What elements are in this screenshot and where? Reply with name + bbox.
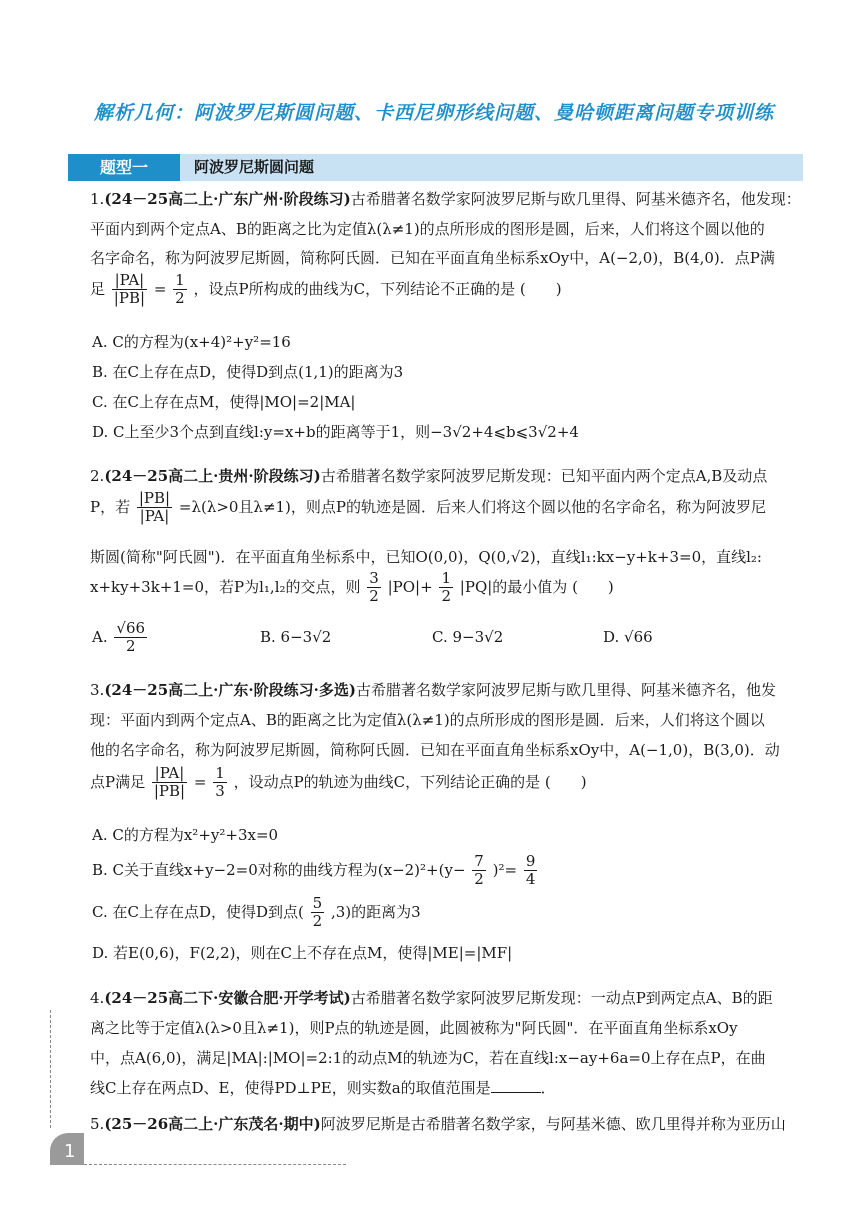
q3-option-b-fraction-1 xyxy=(472,853,486,889)
q3-number: 3. xyxy=(90,681,105,699)
q3-option-c-fraction xyxy=(311,895,325,931)
q3-option-b-f1-denominator: 2 xyxy=(474,870,484,889)
q1-option-b: B. 在C上存在点D，使得D到点(1,1)的距离为3 xyxy=(92,363,404,381)
q3-line-3: 他的名字命名，称为阿波罗尼斯圆，简称阿氏圆．已知在平面直角坐标系xOy中，A(−1,0)，B(3,0)．动 xyxy=(90,741,780,759)
q1-fraction-2 xyxy=(173,272,187,308)
q2-frac1-denominator: |PA| xyxy=(139,507,170,526)
q3-equals: = xyxy=(193,772,207,791)
q3-option-b-text-a: B. C关于直线x+y−2=0对称的曲线方程为(x−2)²+(y− xyxy=(92,860,466,879)
q3-frac1-numerator: |PA| xyxy=(152,765,187,783)
q3-frac1-denominator: |PB| xyxy=(153,782,186,801)
q1-frac2-numerator: 1 xyxy=(175,271,185,289)
q2-option-a-fraction xyxy=(114,620,147,656)
q3-option-c-numerator: 5 xyxy=(312,894,323,912)
q1-line-1 xyxy=(90,188,801,209)
answer-blank[interactable] xyxy=(491,1078,541,1093)
q1-frac2-denominator: 2 xyxy=(175,289,185,308)
q2-option-a-label: A. xyxy=(92,627,108,646)
q3-fraction-2 xyxy=(213,765,227,801)
margin-dashed-line xyxy=(50,1010,51,1128)
q1-option-c: C. 在C上存在点M，使得|MO|=2|MA| xyxy=(92,393,356,411)
q2-frac3-denominator: 2 xyxy=(441,587,452,606)
q1-text-4b: ，设点P所构成的曲线为C，下列结论不正确的是 ( ) xyxy=(193,279,562,298)
q3-option-b-fraction-2 xyxy=(524,853,538,889)
q2-text-2b: =λ(λ>0且λ≠1)，则点P的轨迹是圆．后来人们将这个圆以他的名字命名，称为阿波罗尼 xyxy=(178,497,767,516)
q3-option-c-text-b: ,3)的距离为3 xyxy=(330,902,421,921)
q3-option-b-text-b: )²= xyxy=(492,860,518,879)
q2-line-1 xyxy=(90,465,767,486)
q1-line-4 xyxy=(90,272,562,308)
q3-line-1 xyxy=(90,679,776,700)
q2-text-4b: |PO|+ xyxy=(387,577,433,596)
q2-frac2-denominator: 2 xyxy=(369,587,379,606)
q5-source: (25－26高二上·广东茂名·期中) xyxy=(104,1115,321,1133)
q2-option-b: B. 6−3√2 xyxy=(260,628,332,646)
q3-line-4 xyxy=(90,765,587,801)
q3-line-2: 现：平面内到两个定点A、B的距离之比为定值λ(λ≠1)的点所形成的图形是圆．后来，人们将这个圆以 xyxy=(90,711,765,729)
q2-fraction-2 xyxy=(367,570,381,606)
q3-option-c xyxy=(92,895,421,931)
q2-text-4c: |PQ|的最小值为 ( ) xyxy=(459,577,614,596)
q2-line-2 xyxy=(90,490,766,526)
q2-frac2-numerator: 3 xyxy=(369,569,379,587)
q1-source: (24－25高二上·广东广州·阶段练习) xyxy=(104,190,351,208)
q3-option-d: D. 若E(0,6)，F(2,2)，则在C上不存在点M，使得|ME|=|MF| xyxy=(92,944,513,962)
q4-source: (24－25高二下·安徽合肥·开学考试) xyxy=(104,989,351,1007)
q3-fraction-1 xyxy=(152,765,187,801)
q2-text-2a: P，若 xyxy=(90,497,131,516)
q2-option-d: D. √66 xyxy=(603,628,653,646)
q4-line-1 xyxy=(90,987,773,1008)
q1-fraction-1 xyxy=(112,272,147,308)
q3-text-4b: ，设动点P的轨迹为曲线C，下列结论正确的是 ( ) xyxy=(233,772,587,791)
q4-line-3: 中，点A(6,0)，满足|MA|:|MO|=2:1的动点M的轨迹为C，若在直线l:x−ay+6a=0上存在点P，在曲 xyxy=(90,1049,766,1067)
q3-option-b-f2-denominator: 4 xyxy=(525,870,536,889)
page-title: 解析几何：阿波罗尼斯圆问题、卡西尼卵形线问题、曼哈顿距离问题专项训练 xyxy=(93,102,774,124)
q4-text-1: 古希腊著名数学家阿波罗尼斯发现：一动点P到两定点A、B的距 xyxy=(350,989,773,1007)
q2-frac1-numerator: |PB| xyxy=(138,489,171,507)
q3-text-1: 古希腊著名数学家阿波罗尼斯与欧几里得、阿基米德齐名，他发 xyxy=(355,681,776,699)
q2-fraction-3 xyxy=(439,570,453,606)
q1-frac1-denominator: |PB| xyxy=(113,289,146,308)
footer-dashed-line xyxy=(84,1164,346,1165)
q3-option-b-f1-numerator: 7 xyxy=(474,852,484,870)
q2-number: 2. xyxy=(90,467,105,485)
q2-option-a-numerator: √66 xyxy=(116,619,146,637)
q2-fraction-1 xyxy=(137,490,172,526)
q3-source: (24－25高二上·广东·阶段练习·多选) xyxy=(104,681,356,699)
q2-text-4a: x+ky+3k+1=0，若P为l₁,l₂的交点，则 xyxy=(90,577,361,596)
q4-line-2: 离之比等于定值λ(λ>0且λ≠1)，则P点的轨迹是圆，此圆被称为"阿氏圆"．在平面直角坐标系xOy xyxy=(90,1019,738,1037)
q1-frac1-numerator: |PA| xyxy=(112,272,147,290)
q1-option-d: D. C上至少3个点到直线l:y=x+b的距离等于1，则−3√2+4⩽b⩽3√2+4 xyxy=(92,423,579,441)
q1-option-a: A. C的方程为(x+4)²+y²=16 xyxy=(92,333,291,351)
q2-option-c: C. 9−3√2 xyxy=(432,628,504,646)
q3-option-b xyxy=(92,853,539,889)
q1-text-4a: 足 xyxy=(90,279,106,298)
q4-text-4a: 线C上存在两点D、E，使得PD⊥PE，则实数a的取值范围是 xyxy=(90,1079,491,1097)
q2-option-a-denominator: 2 xyxy=(125,637,136,656)
q1-number: 1. xyxy=(90,190,105,208)
q1-text-1: 古希腊著名数学家阿波罗尼斯与欧几里得、阿基米德齐名，他发现： xyxy=(350,190,801,208)
q3-option-a: A. C的方程为x²+y²+3x=0 xyxy=(92,826,279,844)
q2-text-1: 古希腊著名数学家阿波罗尼斯发现：已知平面内两个定点A,B及动点 xyxy=(320,467,768,485)
q3-frac2-denominator: 3 xyxy=(215,782,225,801)
q3-option-c-denominator: 2 xyxy=(312,912,323,931)
q4-text-4b: ． xyxy=(540,1079,556,1097)
section-header xyxy=(68,154,803,181)
section-name: 阿波罗尼斯圆问题 xyxy=(194,158,315,176)
q2-option-a xyxy=(92,620,149,656)
q1-line-3: 名字命名，称为阿波罗尼斯圆，简称阿氏圆．已知在平面直角坐标系xOy中，A(−2,0)，B(4,0)．点P满 xyxy=(90,249,775,267)
q5-number: 5. xyxy=(90,1115,105,1133)
q3-text-4a: 点P满足 xyxy=(90,772,146,791)
q1-equals: = xyxy=(153,279,167,298)
q4-number: 4. xyxy=(90,989,105,1007)
q2-frac3-numerator: 1 xyxy=(441,569,452,587)
q5-line-1 xyxy=(90,1113,786,1134)
section-tag: 题型一 xyxy=(68,154,180,181)
q3-frac2-numerator: 1 xyxy=(215,764,225,782)
q4-line-4 xyxy=(90,1077,556,1098)
q1-line-2: 平面内到两个定点A、B的距离之比为定值λ(λ≠1)的点所形成的图形是圆，后来，人们将这个圆以他的 xyxy=(90,220,765,238)
q2-line-3: 斯圆(简称"阿氏圆")．在平面直角坐标系中，已知O(0,0)，Q(0,√2)，直线l₁:kx−y+k+3=0，直线l₂: xyxy=(90,548,762,566)
q5-text-1: 阿波罗尼斯是古希腊著名数学家，与阿基米德、欧几里得并称为亚历山 xyxy=(320,1115,786,1133)
q3-option-b-f2-numerator: 9 xyxy=(525,852,536,870)
q2-source: (24－25高二上·贵州·阶段练习) xyxy=(104,467,321,485)
q3-option-c-text-a: C. 在C上存在点D，使得D到点( xyxy=(92,902,304,921)
page-number: 1 xyxy=(64,1141,76,1162)
q2-line-4 xyxy=(90,570,614,606)
